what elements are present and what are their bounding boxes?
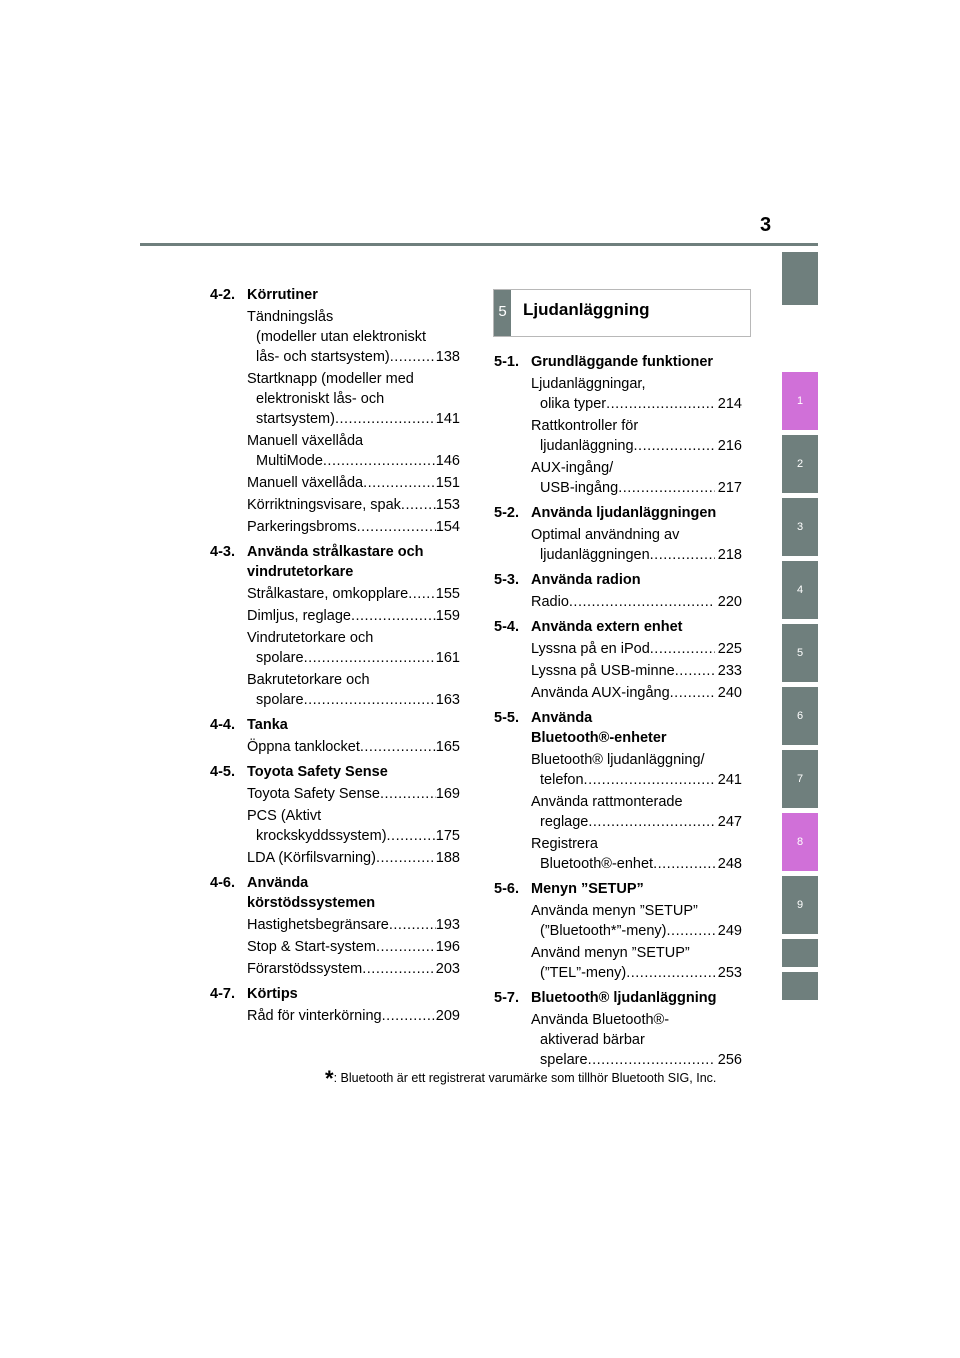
section-title: Menyn ”SETUP” — [531, 881, 644, 897]
leader-dots — [323, 451, 436, 471]
leader-dots — [650, 639, 715, 659]
entry-label: (”TEL”-meny) — [540, 965, 627, 981]
section-title-line2: körstödssystemen — [247, 895, 376, 911]
section-title-line2: vindrutetorkare — [247, 564, 354, 580]
section-title: Använda ljudanläggningen — [531, 505, 717, 521]
leader-dots — [618, 478, 715, 498]
toc-entry[interactable] — [494, 458, 742, 498]
entry-page-number: 225 — [717, 641, 742, 657]
toc-entry[interactable] — [210, 937, 460, 957]
toc-entry[interactable] — [210, 307, 460, 367]
section-title: Tanka — [247, 717, 288, 733]
toc-section-heading[interactable] — [494, 988, 742, 1008]
toc-section-heading[interactable] — [494, 352, 742, 372]
entry-label: AUX-ingång/ — [531, 460, 614, 476]
leader-dots — [390, 347, 436, 367]
section-title: Använda strålkastare och — [247, 544, 424, 560]
entry-last-line — [247, 584, 460, 604]
entry-label: Parkeringsbroms — [247, 519, 357, 535]
entry-label: Manuell växellåda — [247, 433, 364, 449]
entry-label: lås- och startsystem) — [256, 349, 390, 365]
toc-section-heading[interactable] — [210, 715, 460, 735]
entry-label: spelare — [540, 1052, 588, 1068]
entry-label: Tändningslås — [247, 309, 334, 325]
toc-section-heading[interactable] — [210, 542, 460, 582]
toc-section-heading[interactable] — [210, 285, 460, 305]
leader-dots — [363, 473, 436, 493]
toc-section-heading[interactable] — [210, 984, 460, 1004]
leader-dots — [667, 921, 715, 941]
entry-label: Använda menyn ”SETUP” — [531, 903, 698, 919]
entry-last-line — [531, 545, 742, 565]
toc-entry[interactable] — [210, 959, 460, 979]
entry-label: ljudanläggning — [540, 438, 634, 454]
toc-entry[interactable] — [210, 517, 460, 537]
chapter-tab-blank[interactable] — [782, 939, 818, 967]
entry-label: Strålkastare, omkopplare — [247, 586, 409, 602]
leader-dots — [387, 826, 436, 846]
toc-section-heading[interactable] — [494, 708, 742, 748]
entry-label: Bakrutetorkare och — [247, 672, 370, 688]
entry-label: spolare — [256, 692, 304, 708]
entry-label: startsystem) — [256, 411, 335, 427]
entry-label: Dimljus, reglage — [247, 608, 351, 624]
section-title: Toyota Safety Sense — [247, 764, 388, 780]
entry-label: Radio — [531, 594, 569, 610]
section-number: 5-4. — [494, 619, 519, 635]
page-number: 3 — [760, 214, 772, 236]
chapter-tab-3[interactable]: 3 — [782, 498, 818, 556]
entry-last-line — [247, 451, 460, 471]
entry-label: Använd menyn ”SETUP” — [531, 945, 690, 961]
entry-label: USB-ingång — [540, 480, 619, 496]
entry-label: Använda rattmonterade — [531, 794, 683, 810]
entry-page-number: 203 — [435, 961, 460, 977]
entry-label: (modeller utan elektroniskt — [256, 329, 427, 345]
entry-page-number: 151 — [435, 475, 460, 491]
entry-label: MultiMode — [256, 453, 323, 469]
leader-dots — [351, 606, 436, 626]
entry-last-line — [531, 478, 742, 498]
toc-entry[interactable] — [494, 639, 742, 659]
footnote — [325, 1062, 717, 1091]
leader-dots — [304, 690, 436, 710]
toc-section-heading[interactable] — [210, 873, 460, 913]
section-number: 5-7. — [494, 990, 519, 1006]
leader-dots — [382, 1006, 436, 1026]
section-title: Grundläggande funktioner — [531, 354, 714, 370]
toc-entry[interactable] — [494, 416, 742, 456]
toc-entry[interactable] — [494, 901, 742, 941]
entry-last-line — [247, 495, 460, 515]
toc-entry[interactable] — [494, 834, 742, 874]
section-number: 4-7. — [210, 986, 235, 1002]
section-title: Använda radion — [531, 572, 641, 588]
toc-entry[interactable] — [494, 792, 742, 832]
footnote-star: * — [325, 1066, 334, 1091]
toc-entry[interactable] — [210, 1006, 460, 1026]
entry-label: krockskyddssystem) — [256, 828, 387, 844]
entry-last-line — [247, 1006, 460, 1026]
entry-page-number: 218 — [717, 547, 742, 563]
entry-page-number: 241 — [717, 772, 742, 788]
chapter-header — [493, 289, 751, 337]
chapter-number-tab: 5 — [494, 290, 511, 336]
entry-label: PCS (Aktivt — [247, 808, 322, 824]
chapter-title: Ljudanläggning — [523, 300, 650, 319]
section-number: 5-3. — [494, 572, 519, 588]
entry-page-number: 233 — [717, 663, 742, 679]
entry-label: Optimal användning av — [531, 527, 680, 543]
entry-last-line — [247, 937, 460, 957]
entry-page-number: 247 — [717, 814, 742, 830]
entry-page-number: 253 — [717, 965, 742, 981]
entry-page-number: 240 — [717, 685, 742, 701]
toc-entry[interactable] — [494, 750, 742, 790]
section-title: Använda extern enhet — [531, 619, 683, 635]
leader-dots — [380, 784, 436, 804]
entry-last-line — [247, 347, 460, 367]
toc-entry[interactable] — [210, 369, 460, 429]
leader-dots — [408, 584, 436, 604]
toc-section-heading[interactable] — [494, 503, 742, 523]
section-number: 5-6. — [494, 881, 519, 897]
footnote-text: : Bluetooth är ett registrerat varumärke som tillhör Bluetooth SIG, Inc. — [333, 1071, 717, 1085]
toc-entry[interactable] — [210, 670, 460, 710]
entry-last-line — [247, 737, 460, 757]
toc-entry[interactable] — [210, 495, 460, 515]
chapter-tab-blank[interactable] — [782, 972, 818, 1000]
entry-last-line — [247, 959, 460, 979]
entry-label: Bluetooth®-enhet — [540, 856, 654, 872]
chapter-tab-4[interactable]: 4 — [782, 561, 818, 619]
toc-entry[interactable] — [210, 848, 460, 868]
chapter-tab-blank[interactable] — [782, 252, 818, 305]
entry-last-line — [531, 661, 742, 681]
section-number: 4-6. — [210, 875, 235, 891]
toc-entry[interactable] — [210, 628, 460, 668]
section-number: 4-2. — [210, 287, 235, 303]
entry-page-number: 175 — [435, 828, 460, 844]
entry-label: Stop & Start-system — [247, 939, 376, 955]
entry-label: Öppna tanklocket — [247, 739, 360, 755]
toc-entry[interactable] — [494, 525, 742, 565]
entry-label: Lyssna på USB-minne — [531, 663, 675, 679]
entry-last-line — [531, 921, 742, 941]
leader-dots — [653, 854, 715, 874]
toc-section-heading[interactable] — [494, 617, 742, 637]
toc-entry[interactable] — [210, 606, 460, 626]
leader-dots — [335, 409, 436, 429]
toc-entry[interactable] — [210, 784, 460, 804]
leader-dots — [362, 959, 436, 979]
toc-left-column — [210, 285, 460, 1026]
entry-page-number: 163 — [435, 692, 460, 708]
entry-page-number: 256 — [717, 1052, 742, 1068]
entry-label: Toyota Safety Sense — [247, 786, 380, 802]
section-title: Använda — [247, 875, 309, 891]
entry-label: Manuell växellåda — [247, 475, 364, 491]
entry-page-number: 153 — [435, 497, 460, 513]
leader-dots — [588, 812, 714, 832]
entry-label: Registrera — [531, 836, 598, 852]
entry-page-number: 154 — [435, 519, 460, 535]
section-title: Bluetooth® ljudanläggning — [531, 990, 717, 1006]
entry-page-number: 146 — [435, 453, 460, 469]
entry-last-line — [531, 963, 742, 983]
entry-last-line — [247, 473, 460, 493]
entry-page-number: 188 — [435, 850, 460, 866]
entry-label: Hastighetsbegränsare — [247, 917, 389, 933]
entry-label: ljudanläggningen — [540, 547, 650, 563]
entry-last-line — [531, 854, 742, 874]
header-rule — [140, 243, 818, 246]
entry-last-line — [247, 606, 460, 626]
entry-last-line — [531, 436, 742, 456]
entry-label: LDA (Körfilsvarning) — [247, 850, 376, 866]
entry-last-line — [531, 683, 742, 703]
entry-page-number: 220 — [717, 594, 742, 610]
section-title: Körrutiner — [247, 287, 318, 303]
entry-last-line — [247, 690, 460, 710]
leader-dots — [376, 937, 436, 957]
entry-page-number: 141 — [435, 411, 460, 427]
entry-page-number: 248 — [717, 856, 742, 872]
chapter-tab-1[interactable]: 1 — [782, 372, 818, 430]
entry-page-number: 161 — [435, 650, 460, 666]
toc-entry[interactable] — [210, 473, 460, 493]
section-number: 4-4. — [210, 717, 235, 733]
toc-entry[interactable] — [210, 806, 460, 846]
toc-right-column — [494, 352, 742, 1070]
leader-dots — [675, 661, 715, 681]
entry-label: telefon — [540, 772, 584, 788]
entry-label: Råd för vinterkörning — [247, 1008, 382, 1024]
entry-page-number: 249 — [717, 923, 742, 939]
toc-entry[interactable] — [494, 683, 742, 703]
section-title-line2: Bluetooth®-enheter — [531, 730, 667, 746]
entry-label: aktiverad bärbar — [540, 1032, 645, 1048]
entry-page-number: 165 — [435, 739, 460, 755]
section-title: Använda — [531, 710, 593, 726]
entry-label: elektroniskt lås- och — [256, 391, 385, 407]
leader-dots — [626, 963, 715, 983]
entry-page-number: 209 — [435, 1008, 460, 1024]
leader-dots — [569, 592, 715, 612]
entry-label: spolare — [256, 650, 304, 666]
entry-last-line — [531, 592, 742, 612]
entry-page-number: 155 — [435, 586, 460, 602]
entry-last-line — [247, 915, 460, 935]
chapter-tab-2[interactable]: 2 — [782, 435, 818, 493]
entry-page-number: 138 — [435, 349, 460, 365]
toc-entry[interactable] — [210, 431, 460, 471]
entry-page-number: 214 — [717, 396, 742, 412]
leader-dots — [376, 848, 436, 868]
toc-entry[interactable] — [494, 374, 742, 414]
entry-label: olika typer — [540, 396, 607, 412]
leader-dots — [670, 683, 715, 703]
entry-label: Körriktningsvisare, spak — [247, 497, 401, 513]
section-number: 5-1. — [494, 354, 519, 370]
entry-label: Rattkontroller för — [531, 418, 639, 434]
section-number: 4-5. — [210, 764, 235, 780]
entry-page-number: 159 — [435, 608, 460, 624]
toc-section-heading[interactable] — [494, 879, 742, 899]
leader-dots — [584, 770, 715, 790]
toc-entry[interactable] — [494, 661, 742, 681]
entry-label: reglage — [540, 814, 589, 830]
entry-last-line — [247, 826, 460, 846]
section-number: 5-2. — [494, 505, 519, 521]
entry-label: Lyssna på en iPod — [531, 641, 650, 657]
entry-last-line — [247, 517, 460, 537]
leader-dots — [389, 915, 436, 935]
leader-dots — [634, 436, 715, 456]
entry-label: Förarstödssystem — [247, 961, 363, 977]
entry-label: Ljudanläggningar, — [531, 376, 646, 392]
entry-label: Vindrutetorkare och — [247, 630, 374, 646]
entry-label: Startknapp (modeller med — [247, 371, 414, 387]
entry-last-line — [531, 639, 742, 659]
toc-entry[interactable] — [494, 943, 742, 983]
chapter-tab-5[interactable]: 5 — [782, 624, 818, 682]
entry-last-line — [531, 394, 742, 414]
entry-last-line — [247, 784, 460, 804]
entry-last-line — [531, 770, 742, 790]
leader-dots — [360, 737, 436, 757]
leader-dots — [304, 648, 436, 668]
leader-dots — [650, 545, 715, 565]
chapter-tab-7[interactable]: 7 — [782, 750, 818, 808]
toc-entry[interactable] — [210, 915, 460, 935]
entry-last-line — [247, 848, 460, 868]
toc-entry[interactable] — [210, 584, 460, 604]
entry-label: Använda Bluetooth®- — [531, 1012, 670, 1028]
section-number: 5-5. — [494, 710, 519, 726]
entry-page-number: 217 — [717, 480, 742, 496]
section-number: 4-3. — [210, 544, 235, 560]
section-title: Körtips — [247, 986, 298, 1002]
leader-dots — [401, 495, 436, 515]
chapter-tab-6[interactable]: 6 — [782, 687, 818, 745]
toc-section-heading[interactable] — [494, 570, 742, 590]
entry-last-line — [247, 409, 460, 429]
toc-entry[interactable] — [210, 737, 460, 757]
entry-page-number: 169 — [435, 786, 460, 802]
entry-page-number: 216 — [717, 438, 742, 454]
chapter-tab-9[interactable]: 9 — [782, 876, 818, 934]
entry-last-line — [247, 648, 460, 668]
toc-section-heading[interactable] — [210, 762, 460, 782]
leader-dots — [606, 394, 715, 414]
leader-dots — [357, 517, 436, 537]
entry-page-number: 196 — [435, 939, 460, 955]
toc-entry[interactable] — [494, 1010, 742, 1070]
chapter-tab-8[interactable]: 8 — [782, 813, 818, 871]
entry-label: Använda AUX-ingång — [531, 685, 670, 701]
entry-label: Bluetooth® ljudanläggning/ — [531, 752, 705, 768]
entry-label: (”Bluetooth*”-meny) — [540, 923, 667, 939]
entry-page-number: 193 — [435, 917, 460, 933]
entry-last-line — [531, 812, 742, 832]
toc-entry[interactable] — [494, 592, 742, 612]
